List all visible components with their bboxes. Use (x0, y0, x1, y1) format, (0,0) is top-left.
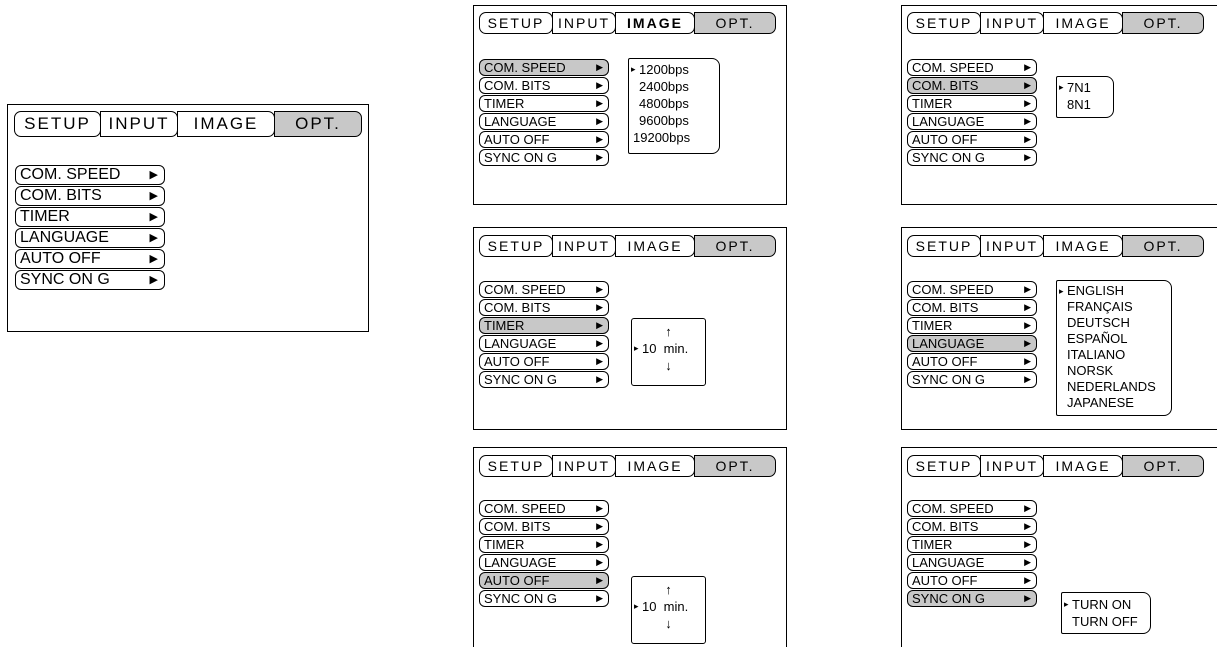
option-francais[interactable]: FRANÇAIS (1067, 299, 1133, 314)
menu-item-label: TIMER (912, 537, 953, 552)
menu-item-sync-on-g[interactable] (479, 149, 609, 166)
arrow-down-icon[interactable]: ↓ (665, 358, 672, 373)
arrow-down-icon[interactable]: ↓ (665, 616, 672, 631)
menu-item-label: SYNC ON G (912, 150, 985, 165)
menu-item-sync-on-g[interactable] (907, 590, 1037, 607)
menu-item-label: SYNC ON G (484, 372, 557, 387)
menu-item-auto-off[interactable] (479, 572, 609, 589)
option-nederlands[interactable]: NEDERLANDS (1067, 379, 1156, 394)
menu-item-label: COM. BITS (20, 187, 102, 204)
menu-item-com-bits[interactable] (479, 518, 609, 535)
menu-item-label: COM. SPEED (484, 501, 566, 516)
arrow-right-icon: ▶ (1024, 302, 1031, 312)
menu-item-sync-on-g[interactable] (15, 270, 165, 290)
arrow-up-icon[interactable]: ↑ (665, 582, 672, 597)
tab-image[interactable]: IMAGE (1043, 235, 1123, 257)
menu-item-sync-on-g[interactable] (479, 590, 609, 607)
tab-input[interactable]: INPUT (552, 455, 616, 477)
menu-item-label: COM. SPEED (484, 282, 566, 297)
arrow-right-icon: ▶ (1024, 98, 1031, 108)
menu-item-language[interactable] (479, 113, 609, 130)
menu-item-label: COM. BITS (484, 519, 551, 534)
language-options (1056, 280, 1172, 416)
option-deutsch[interactable]: DEUTSCH (1067, 315, 1130, 330)
option-1200bps[interactable]: ▸ 1200bps (631, 62, 689, 77)
arrow-right-icon: ▶ (1024, 356, 1031, 366)
menu-item-label: COM. BITS (484, 78, 551, 93)
menu-item-label: TIMER (20, 208, 70, 225)
arrow-right-icon: ▶ (596, 284, 603, 294)
com-speed-options (628, 58, 720, 154)
menu-item-timer[interactable] (15, 207, 165, 227)
menu-item-timer[interactable] (907, 536, 1037, 553)
tab-bar (907, 12, 1203, 34)
arrow-right-icon: ▶ (596, 62, 603, 72)
tab-bar (479, 12, 775, 34)
option-9600bps[interactable]: 9600bps (639, 113, 689, 128)
option-norsk[interactable]: NORSK (1067, 363, 1114, 378)
menu-item-label: SYNC ON G (484, 591, 557, 606)
tab-setup[interactable]: SETUP (907, 12, 981, 34)
tab-opt[interactable]: OPT. (1122, 455, 1204, 477)
tab-bar (14, 111, 361, 137)
opt-menu (479, 281, 609, 389)
arrow-right-icon: ▶ (596, 575, 603, 585)
arrow-right-icon: ▶ (1024, 134, 1031, 144)
tab-image[interactable]: IMAGE (615, 235, 695, 257)
tab-setup[interactable]: SETUP (479, 235, 553, 257)
menu-item-label: LANGUAGE (20, 229, 109, 246)
menu-item-label: AUTO OFF (20, 250, 101, 267)
menu-item-language[interactable] (907, 335, 1037, 352)
option-7n1[interactable]: ▸ 7N1 (1059, 80, 1091, 95)
arrow-right-icon: ▶ (149, 274, 158, 286)
arrow-right-icon: ▶ (1024, 152, 1031, 162)
menu-item-label: COM. BITS (912, 519, 979, 534)
option-turn-on[interactable]: ▸ TURN ON (1064, 597, 1132, 612)
option-italiano[interactable]: ITALIANO (1067, 347, 1126, 362)
tab-setup[interactable]: SETUP (907, 235, 981, 257)
pointer-icon: ▸ (634, 343, 639, 353)
tab-setup[interactable]: SETUP (907, 455, 981, 477)
arrow-up-icon[interactable]: ↑ (665, 324, 672, 339)
option-2400bps[interactable]: 2400bps (639, 79, 689, 94)
option-espanol[interactable]: ESPAÑOL (1067, 331, 1128, 346)
tab-input[interactable]: INPUT (980, 235, 1044, 257)
option-japanese[interactable]: JAPANESE (1067, 395, 1134, 410)
menu-item-com-bits[interactable] (907, 518, 1037, 535)
auto-off-stepper[interactable] (631, 576, 706, 644)
menu-item-label: TIMER (484, 537, 525, 552)
menu-item-label: SYNC ON G (912, 372, 985, 387)
menu-item-label: AUTO OFF (484, 354, 550, 369)
tab-input[interactable]: INPUT (552, 235, 616, 257)
menu-item-label: TIMER (912, 96, 953, 111)
menu-item-com-speed[interactable] (479, 281, 609, 298)
menu-item-language[interactable] (907, 554, 1037, 571)
arrow-right-icon: ▶ (596, 356, 603, 366)
menu-item-label: LANGUAGE (912, 555, 985, 570)
arrow-right-icon: ▶ (1024, 503, 1031, 513)
menu-item-label: TIMER (484, 318, 525, 333)
tab-opt[interactable]: OPT. (1122, 12, 1204, 34)
arrow-right-icon: ▶ (596, 557, 603, 567)
tab-image[interactable]: IMAGE (1043, 455, 1123, 477)
menu-item-timer[interactable] (907, 317, 1037, 334)
pointer-icon: ▸ (631, 64, 636, 74)
menu-item-com-bits[interactable] (15, 186, 165, 206)
menu-item-label: SYNC ON G (20, 271, 110, 288)
arrow-right-icon: ▶ (596, 152, 603, 162)
menu-item-label: AUTO OFF (912, 132, 978, 147)
arrow-right-icon: ▶ (1024, 284, 1031, 294)
option-4800bps[interactable]: 4800bps (639, 96, 689, 111)
arrow-right-icon: ▶ (596, 539, 603, 549)
menu-item-label: LANGUAGE (484, 114, 557, 129)
arrow-right-icon: ▶ (1024, 374, 1031, 384)
arrow-right-icon: ▶ (596, 134, 603, 144)
menu-item-label: COM. SPEED (484, 60, 566, 75)
tab-opt[interactable]: OPT. (694, 12, 776, 34)
menu-item-sync-on-g[interactable] (479, 371, 609, 388)
menu-item-auto-off[interactable] (15, 249, 165, 269)
sync-on-g-panel (901, 447, 1217, 647)
menu-item-label: COM. SPEED (912, 282, 994, 297)
menu-item-label: COM. SPEED (912, 501, 994, 516)
tab-input[interactable]: INPUT (980, 12, 1044, 34)
tab-bar (907, 455, 1203, 477)
opt-menu (907, 500, 1037, 608)
com-speed-panel (473, 5, 787, 205)
menu-item-language[interactable] (15, 228, 165, 248)
tab-bar (907, 235, 1203, 257)
arrow-right-icon: ▶ (1024, 521, 1031, 531)
option-8n1[interactable]: 8N1 (1067, 97, 1091, 112)
menu-item-com-speed[interactable] (907, 500, 1037, 517)
arrow-right-icon: ▶ (596, 80, 603, 90)
menu-item-timer[interactable] (907, 95, 1037, 112)
menu-item-com-bits[interactable] (907, 77, 1037, 94)
tab-input[interactable]: INPUT (100, 111, 178, 137)
tab-image[interactable]: IMAGE (1043, 12, 1123, 34)
arrow-right-icon: ▶ (1024, 557, 1031, 567)
arrow-right-icon: ▶ (596, 320, 603, 330)
menu-item-label: LANGUAGE (484, 555, 557, 570)
arrow-right-icon: ▶ (149, 190, 158, 202)
arrow-right-icon: ▶ (596, 503, 603, 513)
arrow-right-icon: ▶ (596, 302, 603, 312)
tab-opt[interactable]: OPT. (1122, 235, 1204, 257)
menu-item-label: COM. BITS (484, 300, 551, 315)
menu-item-label: TIMER (912, 318, 953, 333)
menu-item-label: COM. BITS (912, 300, 979, 315)
menu-item-auto-off[interactable] (907, 572, 1037, 589)
option-19200bps[interactable]: 19200bps (633, 130, 691, 145)
menu-item-label: COM. SPEED (912, 60, 994, 75)
tab-image[interactable]: IMAGE (615, 12, 695, 34)
menu-item-label: AUTO OFF (484, 132, 550, 147)
arrow-right-icon: ▶ (1024, 539, 1031, 549)
tab-image[interactable]: IMAGE (615, 455, 695, 477)
menu-item-language[interactable] (907, 113, 1037, 130)
pointer-icon: ▸ (634, 601, 639, 611)
menu-item-auto-off[interactable] (479, 131, 609, 148)
menu-item-sync-on-g[interactable] (907, 149, 1037, 166)
menu-item-label: LANGUAGE (912, 336, 985, 351)
menu-item-label: SYNC ON G (912, 591, 985, 606)
menu-item-label: LANGUAGE (912, 114, 985, 129)
arrow-right-icon: ▶ (1024, 575, 1031, 585)
opt-menu (15, 165, 165, 291)
arrow-right-icon: ▶ (596, 98, 603, 108)
menu-item-auto-off[interactable] (907, 353, 1037, 370)
arrow-right-icon: ▶ (596, 338, 603, 348)
tab-input[interactable]: INPUT (552, 12, 616, 34)
arrow-right-icon: ▶ (596, 593, 603, 603)
tab-setup[interactable]: SETUP (14, 111, 101, 137)
menu-item-language[interactable] (479, 554, 609, 571)
sync-on-g-options (1061, 592, 1151, 634)
auto-off-panel (473, 447, 787, 647)
main-osd-panel (7, 104, 369, 332)
arrow-right-icon: ▶ (1024, 80, 1031, 90)
arrow-right-icon: ▶ (596, 116, 603, 126)
menu-item-label: COM. BITS (912, 78, 979, 93)
menu-item-com-bits[interactable] (907, 299, 1037, 316)
arrow-right-icon: ▶ (149, 211, 158, 223)
menu-item-label: AUTO OFF (484, 573, 550, 588)
com-bits-panel (901, 5, 1217, 205)
menu-item-com-bits[interactable] (479, 77, 609, 94)
arrow-right-icon: ▶ (1024, 62, 1031, 72)
menu-item-label: AUTO OFF (912, 354, 978, 369)
auto-off-value: ▸ 10 min. (634, 599, 689, 614)
pointer-icon: ▸ (1064, 599, 1069, 609)
tab-opt[interactable]: OPT. (694, 455, 776, 477)
menu-item-com-speed[interactable] (907, 59, 1037, 76)
menu-item-auto-off[interactable] (907, 131, 1037, 148)
timer-value: ▸ 10 min. (634, 341, 689, 356)
arrow-right-icon: ▶ (149, 232, 158, 244)
arrow-right-icon: ▶ (596, 521, 603, 531)
tab-setup[interactable]: SETUP (479, 12, 553, 34)
arrow-right-icon: ▶ (1024, 593, 1031, 603)
opt-menu (907, 281, 1037, 389)
menu-item-label: AUTO OFF (912, 573, 978, 588)
pointer-icon: ▸ (1059, 82, 1064, 92)
pointer-icon: ▸ (1059, 286, 1064, 296)
menu-item-label: TIMER (484, 96, 525, 111)
arrow-right-icon: ▶ (1024, 338, 1031, 348)
timer-panel (473, 227, 787, 430)
menu-item-com-speed[interactable] (479, 500, 609, 517)
arrow-right-icon: ▶ (596, 374, 603, 384)
menu-item-com-speed[interactable] (479, 59, 609, 76)
tab-opt[interactable]: OPT. (694, 235, 776, 257)
menu-item-timer[interactable] (479, 317, 609, 334)
com-bits-options (1056, 76, 1114, 118)
opt-menu (907, 59, 1037, 167)
menu-item-sync-on-g[interactable] (907, 371, 1037, 388)
opt-menu (479, 59, 609, 167)
menu-item-com-speed[interactable] (907, 281, 1037, 298)
tab-setup[interactable]: SETUP (479, 455, 553, 477)
menu-item-label: COM. SPEED (20, 166, 121, 183)
language-panel (901, 227, 1217, 430)
menu-item-auto-off[interactable] (479, 353, 609, 370)
menu-item-timer[interactable] (479, 536, 609, 553)
menu-item-language[interactable] (479, 335, 609, 352)
tab-bar (479, 455, 775, 477)
timer-stepper[interactable] (631, 318, 706, 386)
menu-item-com-bits[interactable] (479, 299, 609, 316)
tab-image[interactable]: IMAGE (177, 111, 275, 137)
tab-opt[interactable]: OPT. (274, 111, 362, 137)
tab-bar (479, 235, 775, 257)
option-turn-off[interactable]: TURN OFF (1072, 614, 1138, 629)
option-english[interactable]: ▸ ENGLISH (1059, 283, 1125, 298)
menu-item-timer[interactable] (479, 95, 609, 112)
menu-item-label: LANGUAGE (484, 336, 557, 351)
opt-menu (479, 500, 609, 608)
menu-item-label: SYNC ON G (484, 150, 557, 165)
arrow-right-icon: ▶ (1024, 320, 1031, 330)
arrow-right-icon: ▶ (149, 253, 158, 265)
arrow-right-icon: ▶ (1024, 116, 1031, 126)
tab-input[interactable]: INPUT (980, 455, 1044, 477)
menu-item-com-speed[interactable] (15, 165, 165, 185)
arrow-right-icon: ▶ (149, 169, 158, 181)
